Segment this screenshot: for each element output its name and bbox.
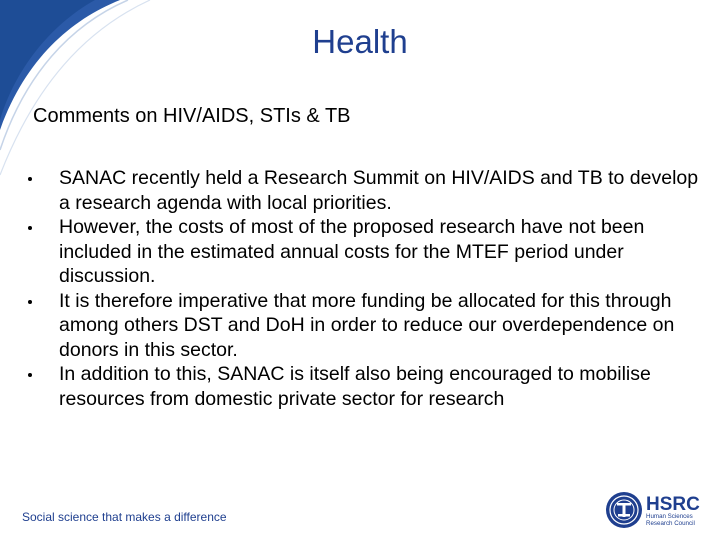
bullet-item (26, 289, 706, 363)
hsrc-logo (604, 488, 708, 532)
bullet-dot-icon (28, 177, 32, 181)
bullet-dot-icon (28, 373, 32, 377)
bullet-text: In addition to this, SANAC is itself also being encouraged to mobilise resources from domestic private sector for research (59, 363, 651, 410)
bullet-text: It is therefore imperative that more funding be allocated for this through among others DST and DoH in order to reduce our overdependence on donors in this sector. (59, 289, 675, 361)
bullet-item (26, 166, 706, 215)
logo-line-1: Human Sciences (646, 513, 693, 520)
footer-tagline: Social science that makes a difference (22, 510, 227, 524)
bullet-item (26, 362, 706, 411)
bullet-text: SANAC recently held a Research Summit on HIV/AIDS and TB to develop a research agenda with local priorities. (59, 167, 699, 214)
logo-line-2: Research Council (646, 520, 695, 527)
slide-title: Health (312, 23, 408, 60)
bullet-list (26, 166, 706, 411)
logo-name: HSRC (646, 494, 700, 515)
section-heading: Comments on HIV/AIDS, STIs & TB (33, 105, 351, 127)
bullet-dot-icon (28, 226, 32, 230)
bullet-dot-icon (28, 300, 32, 304)
bullet-item (26, 215, 706, 289)
bullet-text: However, the costs of most of the proposed research have not been included in the estimated annual costs for the MTEF period under discussion. (59, 216, 645, 287)
